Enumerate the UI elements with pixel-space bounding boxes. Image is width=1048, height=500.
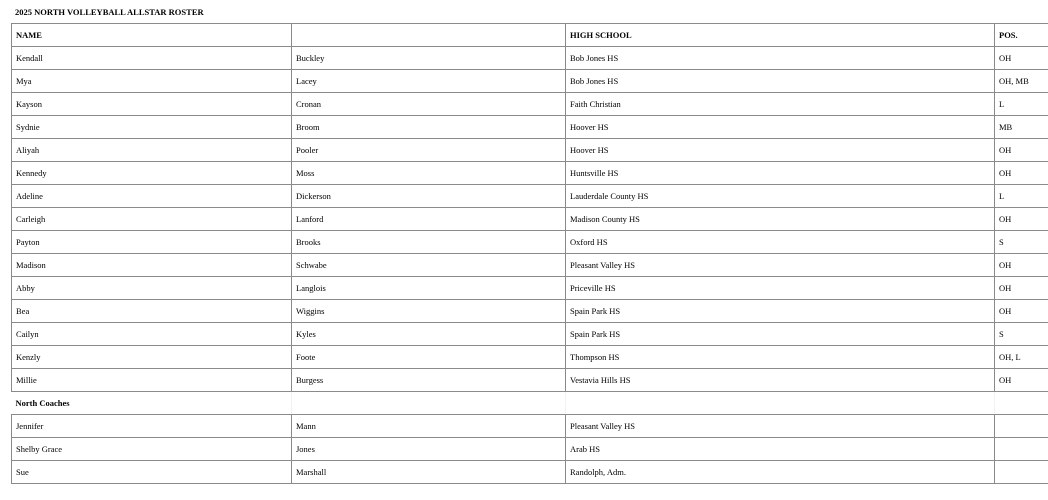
high-school-cell: Lauderdale County HS <box>566 185 995 208</box>
high-school-cell: Bob Jones HS <box>566 70 995 93</box>
first-name-cell: Mya <box>12 70 292 93</box>
first-name-cell: Sue <box>12 461 292 484</box>
header-last-name <box>292 24 566 47</box>
position-cell <box>995 392 1048 415</box>
player-row <box>12 323 1048 346</box>
last-name-cell: Jones <box>292 438 566 461</box>
high-school-cell: Hoover HS <box>566 139 995 162</box>
last-name-cell: Cronan <box>292 93 566 116</box>
first-name-cell: Kenzly <box>12 346 292 369</box>
coach-row <box>12 461 1048 484</box>
position-cell <box>995 415 1048 438</box>
position-cell: L <box>995 185 1048 208</box>
position-cell: OH, L <box>995 346 1048 369</box>
position-cell: OH <box>995 277 1048 300</box>
position-cell <box>995 438 1048 461</box>
coach-row <box>12 415 1048 438</box>
high-school-cell: Huntsville HS <box>566 162 995 185</box>
high-school-cell: Pleasant Valley HS <box>566 254 995 277</box>
player-row <box>12 162 1048 185</box>
first-name-cell: Kennedy <box>12 162 292 185</box>
high-school-cell: Arab HS <box>566 438 995 461</box>
high-school-cell: Pleasant Valley HS <box>566 415 995 438</box>
player-row <box>12 208 1048 231</box>
first-name-cell: Sydnie <box>12 116 292 139</box>
high-school-cell: Spain Park HS <box>566 300 995 323</box>
roster-table <box>11 23 1048 484</box>
position-cell: OH <box>995 47 1048 70</box>
player-row <box>12 185 1048 208</box>
player-row <box>12 231 1048 254</box>
last-name-cell: Foote <box>292 346 566 369</box>
player-row <box>12 300 1048 323</box>
position-cell <box>995 461 1048 484</box>
high-school-cell <box>566 392 995 415</box>
high-school-cell: Hoover HS <box>566 116 995 139</box>
position-cell: OH <box>995 162 1048 185</box>
position-cell: S <box>995 231 1048 254</box>
coach-row <box>12 438 1048 461</box>
position-cell: L <box>995 93 1048 116</box>
player-row <box>12 139 1048 162</box>
coaches-section-label: North Coaches <box>12 392 292 415</box>
high-school-cell: Priceville HS <box>566 277 995 300</box>
player-row <box>12 116 1048 139</box>
last-name-cell: Pooler <box>292 139 566 162</box>
section-row-coaches <box>12 392 1048 415</box>
last-name-cell: Marshall <box>292 461 566 484</box>
first-name-cell: Kayson <box>12 93 292 116</box>
high-school-cell: Vestavia Hills HS <box>566 369 995 392</box>
player-row <box>12 47 1048 70</box>
first-name-cell: Abby <box>12 277 292 300</box>
first-name-cell: Aliyah <box>12 139 292 162</box>
high-school-cell: Randolph, Adm. <box>566 461 995 484</box>
position-cell: OH <box>995 208 1048 231</box>
last-name-cell: Schwabe <box>292 254 566 277</box>
player-row <box>12 369 1048 392</box>
last-name-cell: Broom <box>292 116 566 139</box>
position-cell: MB <box>995 116 1048 139</box>
last-name-cell: Buckley <box>292 47 566 70</box>
first-name-cell: Jennifer <box>12 415 292 438</box>
last-name-cell: Lanford <box>292 208 566 231</box>
first-name-cell: Shelby Grace <box>12 438 292 461</box>
player-row <box>12 70 1048 93</box>
first-name-cell: Bea <box>12 300 292 323</box>
position-cell: OH <box>995 369 1048 392</box>
first-name-cell: Adeline <box>12 185 292 208</box>
last-name-cell: Brooks <box>292 231 566 254</box>
player-row <box>12 346 1048 369</box>
last-name-cell: Langlois <box>292 277 566 300</box>
first-name-cell: Kendall <box>12 47 292 70</box>
position-cell: OH <box>995 139 1048 162</box>
header-row <box>12 24 1048 47</box>
last-name-cell: Wiggins <box>292 300 566 323</box>
last-name-cell: Moss <box>292 162 566 185</box>
last-name-cell: Dickerson <box>292 185 566 208</box>
high-school-cell: Oxford HS <box>566 231 995 254</box>
first-name-cell: Payton <box>12 231 292 254</box>
first-name-cell: Madison <box>12 254 292 277</box>
high-school-cell: Faith Christian <box>566 93 995 116</box>
last-name-cell: Mann <box>292 415 566 438</box>
last-name-cell: Lacey <box>292 70 566 93</box>
position-cell: S <box>995 323 1048 346</box>
first-name-cell: Carleigh <box>12 208 292 231</box>
high-school-cell: Madison County HS <box>566 208 995 231</box>
last-name-cell: Burgess <box>292 369 566 392</box>
player-row <box>12 277 1048 300</box>
header-high-school: HIGH SCHOOL <box>566 24 995 47</box>
player-row <box>12 93 1048 116</box>
first-name-cell: Cailyn <box>12 323 292 346</box>
position-cell: OH, MB <box>995 70 1048 93</box>
header-position: POS. <box>995 24 1048 47</box>
first-name-cell: Millie <box>12 369 292 392</box>
position-cell: OH <box>995 254 1048 277</box>
last-name-cell <box>292 392 566 415</box>
last-name-cell: Kyles <box>292 323 566 346</box>
roster-title: 2025 NORTH VOLLEYBALL ALLSTAR ROSTER <box>15 7 204 17</box>
high-school-cell: Spain Park HS <box>566 323 995 346</box>
high-school-cell: Thompson HS <box>566 346 995 369</box>
header-name: NAME <box>12 24 292 47</box>
player-row <box>12 254 1048 277</box>
position-cell: OH <box>995 300 1048 323</box>
high-school-cell: Bob Jones HS <box>566 47 995 70</box>
